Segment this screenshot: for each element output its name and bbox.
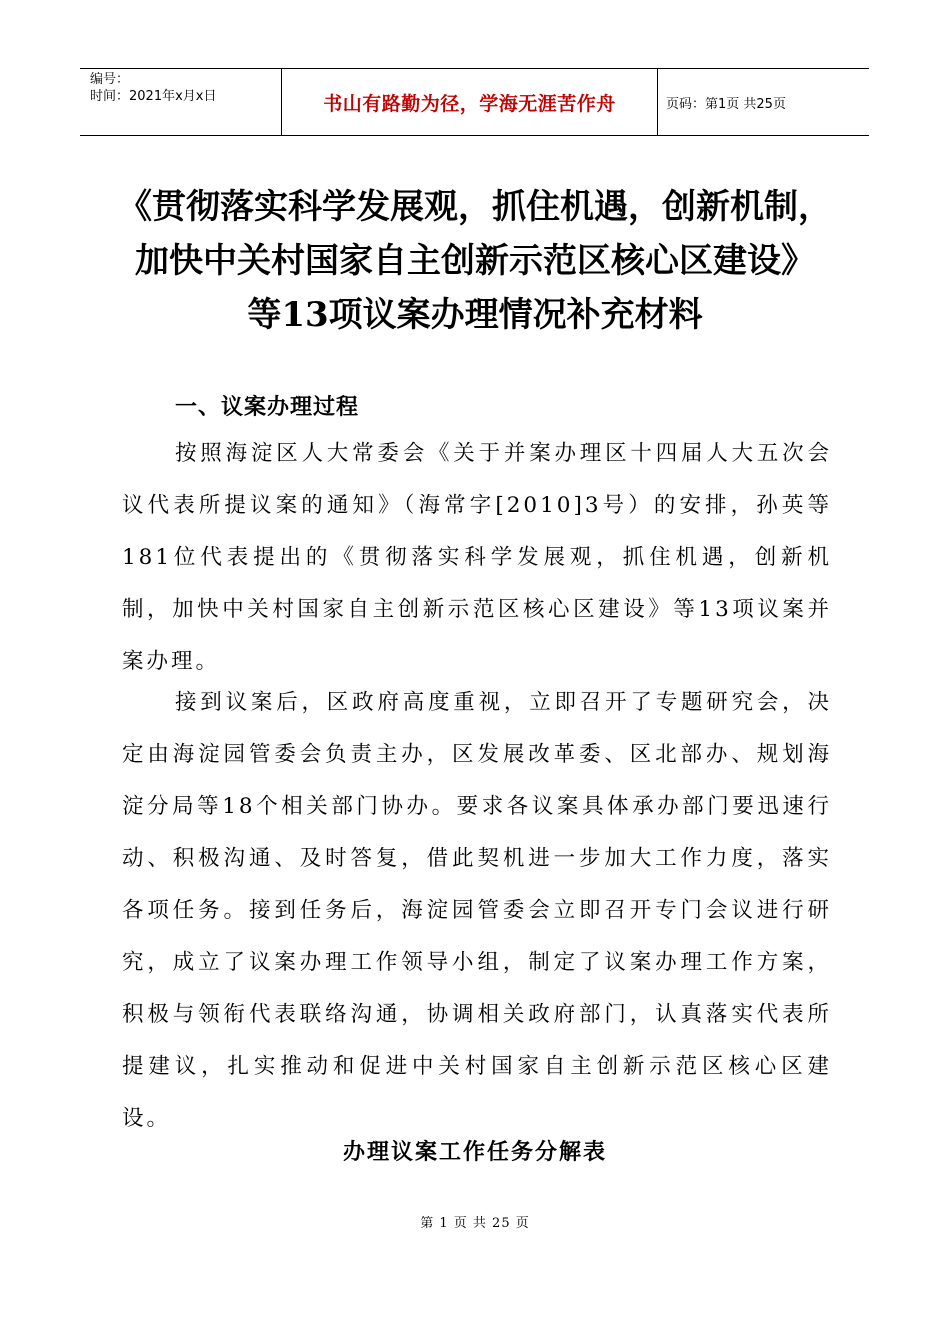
header-meta: [80, 69, 282, 135]
section-heading: 一、议案办理过程: [175, 395, 360, 420]
document-header: [80, 68, 869, 136]
header-motto: 书山有路勤为径，学海无涯苦作舟: [282, 69, 658, 135]
title-line-3: 等13项议案办理情况补充材料: [247, 295, 703, 335]
title-line-2: 加快中关村国家自主创新示范区核心区建设》: [135, 241, 815, 281]
body-paragraph-1: 按照海淀区人大常委会《关于并案办理区十四届人大五次会议代表所提议案的通知》（海常字[2010]3号）的安排，孙英等181位代表提出的《贯彻落实科学发展观，抓住机遇，创新机制，加快中关村国家自主创新示范区核心区建设》等13项议案并案办理。: [122, 441, 832, 674]
document-title: [80, 180, 870, 342]
table-caption: 办理议案工作任务分解表: [342, 1139, 607, 1165]
header-page-info: 页码：第1页 共25页: [666, 96, 786, 112]
date-label: 时间：2021年x月x日: [90, 89, 217, 104]
page-footer: 第 1 页 共 25 页: [420, 1216, 530, 1231]
body-paragraph-2: 接到议案后，区政府高度重视，立即召开了专题研究会，决定由海淀园管委会负责主办，区发展改革委、区北部办、规划海淀分局等18个相关部门协办。要求各议案具体承办部门要迅速行动、积极沟通、及时答复，借此契机进一步加大工作力度，落实各项任务。接到任务后，海淀园管委会立即召开专门会议进行研究，成立了议案办理工作领导小组，制定了议案办理工作方案，积极与领衔代表联络沟通，协调相关政府部门，认真落实代表所提建议，扎实推动和促进中关村国家自主创新示范区核心区建设。: [122, 690, 832, 1131]
number-label: 编号：: [90, 72, 130, 87]
title-line-1: 《贯彻落实科学发展观，抓住机遇，创新机制，: [118, 187, 832, 227]
